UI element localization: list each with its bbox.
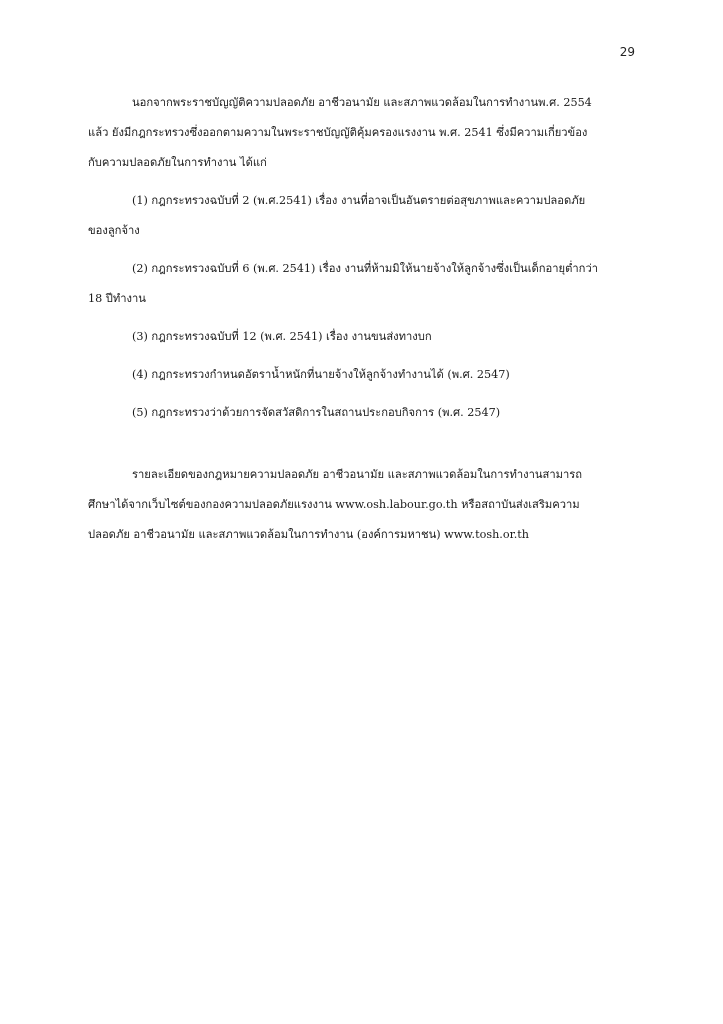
list-item-2-line-2: 18 ปีทำงาน [88,292,146,305]
intro-line-2: แล้ว ยังมีกฎกระทรวงซึ่งออกตามความในพระราชบัญญัติคุ้มครองแรงงาน พ.ศ. 2541 ซึ่งมีความเกี่ยวข้อง [88,126,588,139]
list-item-2 [88,254,636,314]
list-item-1-line-2: ของลูกจ้าง [88,224,140,237]
intro-paragraph [88,88,636,178]
list-item-5 [88,398,636,428]
list-item-5-line-1: (5) กฎกระทรวงว่าด้วยการจัดสวัสดิการในสถานประกอบกิจการ (พ.ศ. 2547) [132,406,501,419]
list-item-4 [88,360,636,390]
intro-line-1: นอกจากพระราชบัญญัติความปลอดภัย อาชีวอนามัย และสภาพแวดล้อมในการทำงานพ.ศ. 2554 [132,96,592,109]
intro-line-3: กับความปลอดภัยในการทำงาน ได้แก่ [88,156,267,169]
page-number: 29 [619,45,635,59]
paragraph-spacer [88,428,636,460]
list-item-1-line-1: (1) กฎกระทรวงฉบับที่ 2 (พ.ศ.2541) เรื่อง งานที่อาจเป็นอันตรายต่อสุขภาพและความปลอดภัย [132,194,586,207]
list-item-4-line-1: (4) กฎกระทรวงกำหนดอัตราน้ำหนักที่นายจ้างให้ลูกจ้างทำงานได้ (พ.ศ. 2547) [132,368,510,381]
list-item-3-line-1: (3) กฎกระทรวงฉบับที่ 12 (พ.ศ. 2541) เรื่อง งานขนส่งทางบก [132,330,432,343]
document-body [88,88,636,550]
details-line-3: ปลอดภัย อาชีวอนามัย และสภาพแวดล้อมในการทำงาน (องค์การมหาชน) www.tosh.or.th [88,528,529,541]
details-line-2: ศึกษาได้จากเว็บไซต์ของกองความปลอดภัยแรงงาน www.osh.labour.go.th หรือสถาบันส่งเสริมความ [88,498,580,511]
list-item-1 [88,186,636,246]
list-item-2-line-1: (2) กฎกระทรวงฉบับที่ 6 (พ.ศ. 2541) เรื่อง งานที่ห้ามมิให้นายจ้างให้ลูกจ้างซึ่งเป็นเด็กอายุต่ำกว่า [132,262,599,275]
details-line-1: รายละเอียดของกฎหมายความปลอดภัย อาชีวอนามัย และสภาพแวดล้อมในการทำงานสามารถ [132,468,583,481]
details-paragraph [88,460,636,550]
list-item-3 [88,322,636,352]
